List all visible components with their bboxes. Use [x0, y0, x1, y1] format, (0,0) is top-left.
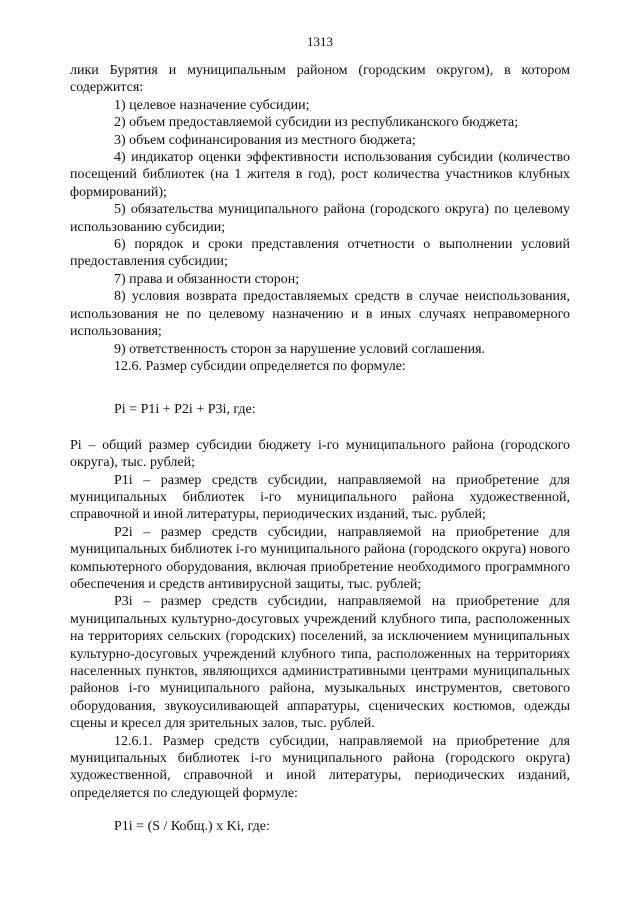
definition-pi: Pi – общий размер субсидии бюджету i-го муниципального района (городского округа), тыс. рублей;	[70, 437, 570, 471]
list-item-8: 8) условия возврата предоставляемых средств в случае неиспользования, использования не по целевому назначению и в иных случаях неправомерного использования;	[70, 289, 570, 340]
list-item-5: 5) обязательства муниципального района (городского округа) по целевому использованию субсидии;	[70, 202, 570, 235]
paragraph-intro: лики Бурятия и муниципальным районом (городским округом), в котором содержится:	[70, 63, 570, 96]
section-12-6: 12.6. Размер субсидии определяется по формуле:	[114, 358, 406, 374]
list-item-4: 4) индикатор оценки эффективности использования субсидии (количество посещений библиотек (на 1 жителя в год), рост количества участников клубных формирований);	[70, 150, 570, 200]
page-number: 1313	[307, 34, 333, 49]
definition-p2i: P2i – размер средств субсидии, направляемой на приобретение для муниципальных библиотек i-го муниципального района (городского округа) нового компьютерного оборудования, включая приобретение необходимого программного обеспечения и средств антивирусной защиты, тыс. рублей;	[70, 524, 570, 592]
section-12-6-1: 12.6.1. Размер средств субсидии, направляемой на приобретение для муниципальных библиотек i-го муниципального района (городского округа) художественной, справочной и иной литературы, периодических изданий, определяется по следующей формуле:	[70, 733, 570, 801]
list-item-2: 2) объем предоставляемой субсидии из республиканского бюджета;	[114, 115, 519, 131]
list-item-3: 3) объем софинансирования из местного бюджета;	[114, 132, 416, 148]
list-item-6: 6) порядок и сроки представления отчетности о выполнении условий предоставления субсидии;	[70, 237, 570, 270]
document-body	[70, 62, 570, 836]
formula-p1i: P1i = (S / Кобщ.) x Ki, где:	[114, 819, 270, 835]
definition-p1i: P1i – размер средств субсидии, направляемой на приобретение для муниципальных библиотек i-го муниципального района художественной, справочной и иной литературы, периодических изданий, тыс. рублей;	[70, 472, 570, 523]
list-item-7: 7) права и обязанности сторон;	[114, 271, 300, 287]
definition-p3i: P3i – размер средств субсидии, направляемой на приобретение для муниципальных культурно-досуговых учреждений клубного типа, расположенных на территориях сельских (городских) поселений, за исключением муниципальных культурно-досуговых учреждений клубного типа, расположенных на территориях населенных пунктов, являющихся административными центрами муниципальных районов i-го муниципального района, музыкальных инструментов, светового оборудования, звукоусиливающей аппаратуры, сценических костюмов, одежды сцены и кресел для зрительных залов, тыс. рублей.	[70, 594, 570, 732]
list-item-9: 9) ответственность сторон за нарушение условий соглашения.	[114, 341, 486, 357]
formula-pi: Pi = P1i + P2i + P3i, где:	[114, 402, 256, 418]
list-item-1: 1) целевое назначение субсидии;	[114, 97, 310, 113]
